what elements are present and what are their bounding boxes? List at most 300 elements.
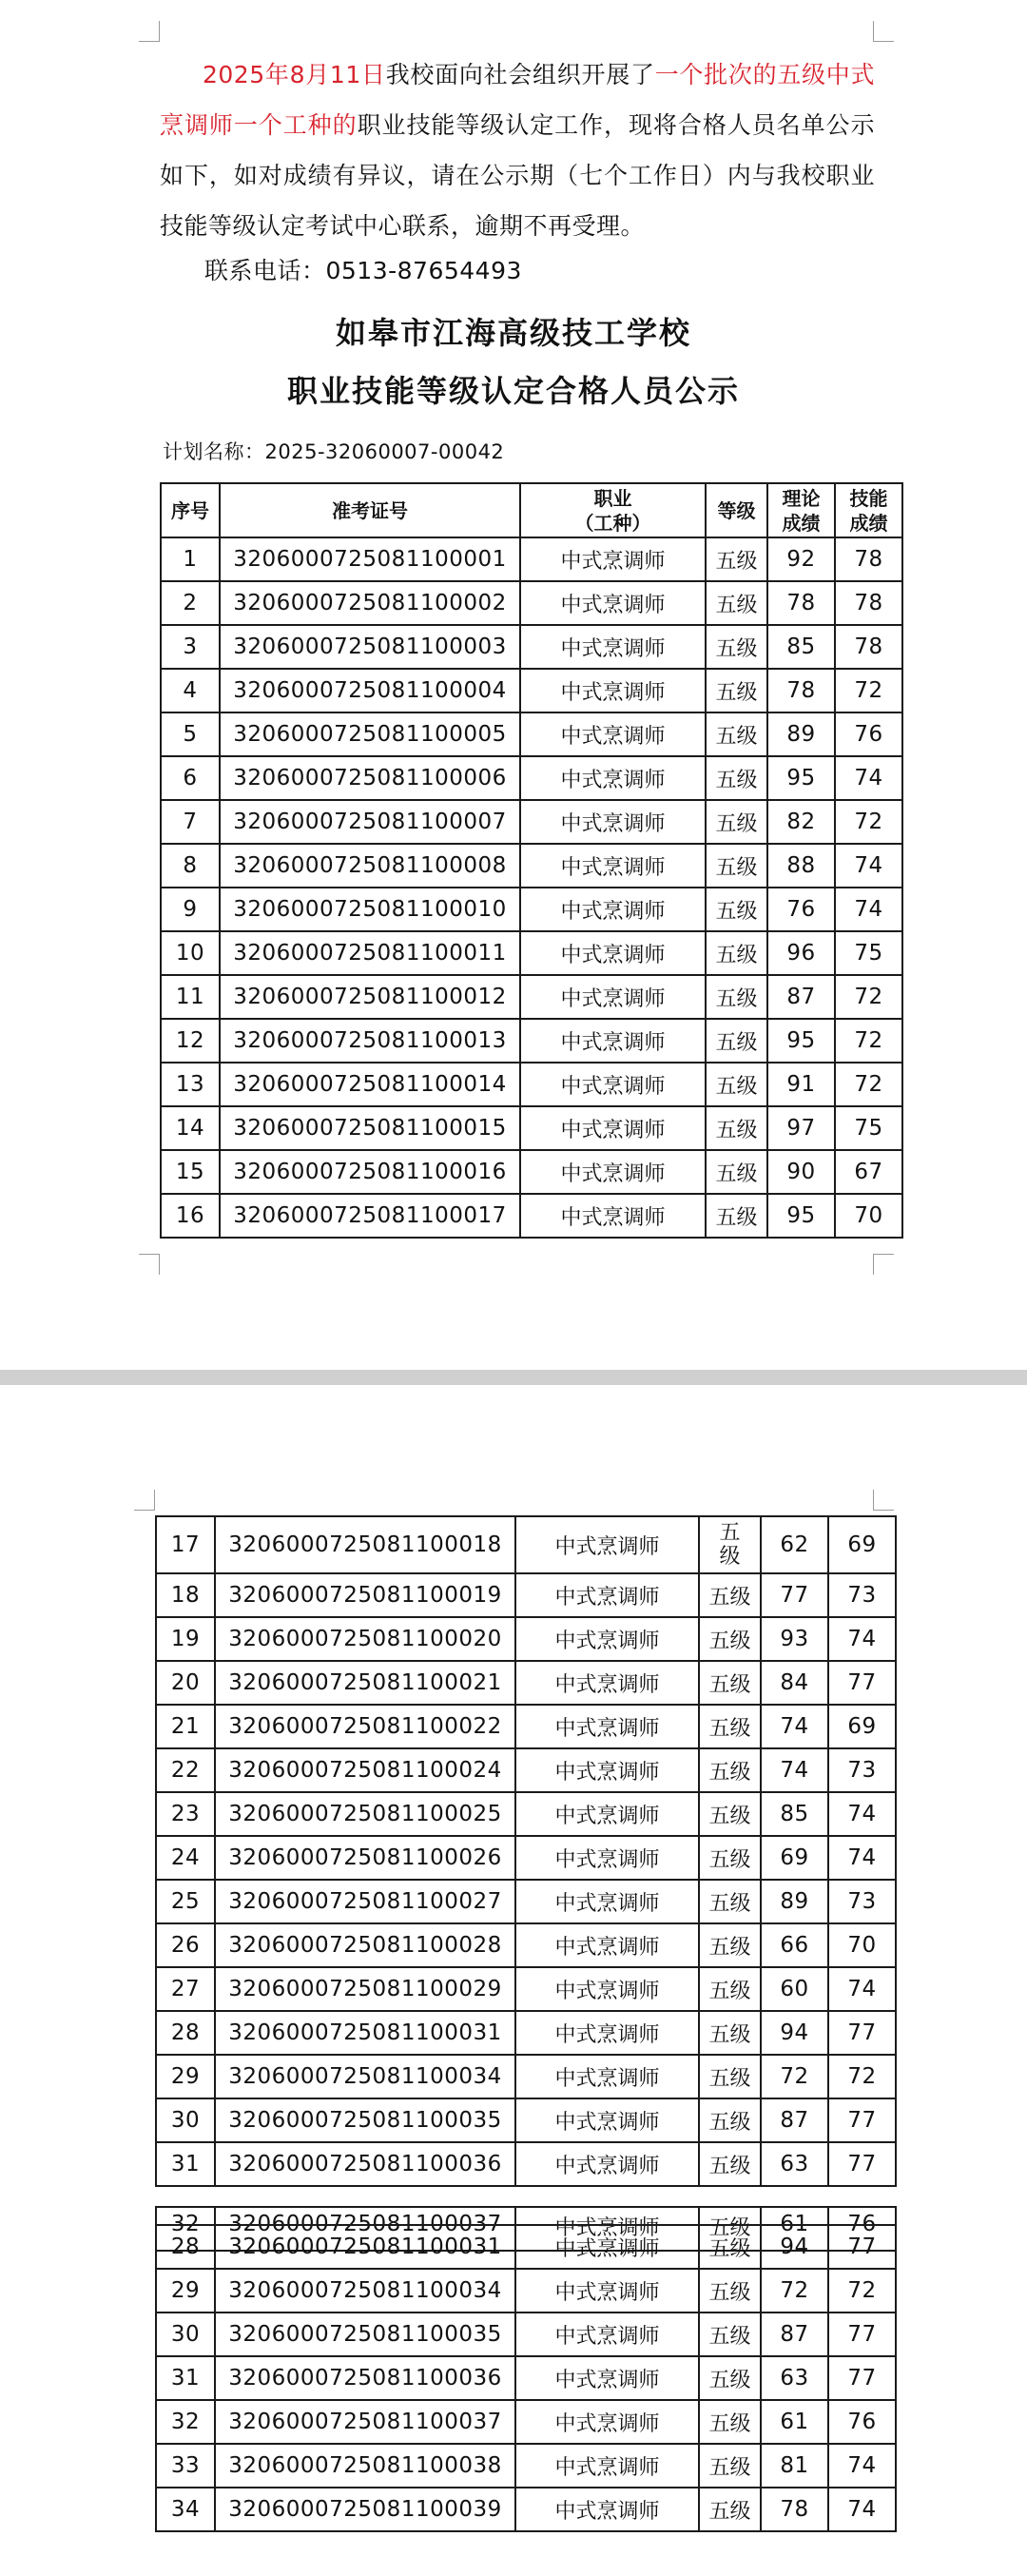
cell-skill: 72: [828, 2055, 896, 2098]
cell-ticket: 3206000725081100025: [215, 1792, 515, 1836]
cell-ticket: 3206000725081100018: [215, 1516, 515, 1573]
cell-ticket: 3206000725081100017: [220, 1194, 520, 1238]
cell-ticket: 3206000725081100001: [220, 537, 520, 581]
cell-occupation: 中式烹调师: [515, 2313, 699, 2356]
cell-level: 五级: [706, 975, 767, 1019]
table-row: [156, 2313, 896, 2356]
cell-skill: 77: [828, 2098, 896, 2142]
cell-theory: 85: [761, 1792, 828, 1836]
cell-skill: 74: [835, 844, 902, 888]
table-row: [156, 1923, 896, 1967]
cell-theory: 69: [761, 1836, 828, 1880]
cell-skill: 74: [828, 1617, 896, 1661]
cell-occupation: 中式烹调师: [520, 1063, 706, 1106]
cell-ticket: 3206000725081100007: [220, 800, 520, 844]
cell-seq: 22: [156, 1748, 215, 1792]
cell-ticket: 3206000725081100016: [220, 1150, 520, 1194]
cell-theory: 74: [761, 1705, 828, 1748]
cell-level: 五级: [699, 2011, 761, 2055]
cell-skill: 78: [835, 625, 902, 669]
header-seq: 序号: [161, 483, 220, 537]
cell-ticket: 3206000725081100036: [215, 2142, 515, 2186]
cell-level: 五级: [699, 2207, 761, 2251]
cell-seq: 6: [161, 756, 220, 800]
cell-theory: 77: [761, 1573, 828, 1617]
table-body-page-1: [161, 537, 902, 1238]
school-name-title: 如皋市江海高级技工学校: [335, 315, 691, 351]
cell-occupation: 中式烹调师: [520, 975, 706, 1019]
cell-occupation: 中式烹调师: [515, 2142, 699, 2186]
cell-theory: 81: [761, 2444, 828, 2488]
cell-level: 五级: [706, 931, 767, 975]
cell-level: 五级: [699, 1661, 761, 1705]
cell-skill: 78: [835, 581, 902, 625]
table-row: [161, 1063, 902, 1106]
table-row: [156, 2055, 896, 2098]
cell-ticket: 3206000725081100036: [215, 2356, 515, 2400]
cell-occupation: 中式烹调师: [515, 1573, 699, 1617]
cell-skill: 77: [828, 1661, 896, 1705]
cell-level: 五级: [699, 2488, 761, 2531]
cell-theory: 61: [761, 2400, 828, 2444]
table-row: [156, 1516, 896, 1573]
table-row: [156, 1967, 896, 2011]
cell-seq: 23: [156, 1792, 215, 1836]
cell-level: 五级: [706, 888, 767, 931]
cell-theory: 63: [761, 2142, 828, 2186]
cell-seq: 2: [161, 581, 220, 625]
crop-mark-top-right: [873, 21, 894, 42]
cell-ticket: 3206000725081100037: [215, 2207, 515, 2251]
cell-level: 五级: [699, 2142, 761, 2186]
cell-ticket: 3206000725081100031: [215, 2011, 515, 2055]
cell-theory: 62: [761, 1516, 828, 1573]
cell-occupation: 中式烹调师: [520, 1019, 706, 1063]
cell-seq: 7: [161, 800, 220, 844]
cell-occupation: 中式烹调师: [515, 2269, 699, 2313]
cell-skill: 72: [835, 800, 902, 844]
cell-ticket: 3206000725081100028: [215, 1923, 515, 1967]
cell-occupation: 中式烹调师: [515, 2055, 699, 2098]
cell-seq: 28: [156, 2011, 215, 2055]
cell-level: 五级: [699, 2269, 761, 2313]
cell-seq: 24: [156, 1836, 215, 1880]
cell-seq: 16: [161, 1194, 220, 1238]
cell-occupation: 中式烹调师: [515, 1617, 699, 1661]
cell-seq: 29: [156, 2055, 215, 2098]
cell-seq: 5: [161, 712, 220, 756]
cell-ticket: 3206000725081100024: [215, 1748, 515, 1792]
table-row: [156, 2488, 896, 2531]
crop-mark-bottom-right: [873, 1254, 894, 1275]
cell-skill: 74: [835, 756, 902, 800]
table-row: [156, 2011, 896, 2055]
cell-level: 五级: [699, 1617, 761, 1661]
table-row: [156, 1705, 896, 1748]
cell-ticket: 3206000725081100034: [215, 2269, 515, 2313]
cell-level: 五级: [699, 2225, 761, 2269]
table-row: [161, 1106, 902, 1150]
cell-theory: 89: [761, 1880, 828, 1923]
cell-level: 五级: [699, 1573, 761, 1617]
cell-occupation: 中式烹调师: [520, 844, 706, 888]
cell-seq: 9: [161, 888, 220, 931]
header-occupation: 职业 （工种）: [520, 483, 706, 537]
cell-seq: 32: [156, 2400, 215, 2444]
cell-theory: 94: [761, 2011, 828, 2055]
cell-occupation: 中式烹调师: [515, 1792, 699, 1836]
cell-occupation: 中式烹调师: [515, 1661, 699, 1705]
table-row: [156, 2225, 896, 2269]
cell-seq: 1: [161, 537, 220, 581]
cell-occupation: 中式烹调师: [520, 537, 706, 581]
notice-paragraph: [160, 49, 875, 251]
table-row: [161, 581, 902, 625]
cell-skill: 74: [828, 2488, 896, 2531]
cell-occupation: 中式烹调师: [520, 712, 706, 756]
cell-level: 五级: [699, 2313, 761, 2356]
cell-skill: 70: [828, 1923, 896, 1967]
cell-level: 五级: [699, 2055, 761, 2098]
cell-ticket: 3206000725081100021: [215, 1661, 515, 1705]
cell-occupation: 中式烹调师: [520, 581, 706, 625]
cell-theory: 94: [761, 2225, 828, 2269]
cell-occupation: 中式烹调师: [515, 2225, 699, 2269]
cell-level: 五级: [706, 712, 767, 756]
cell-ticket: 3206000725081100019: [215, 1573, 515, 1617]
table-row: [161, 800, 902, 844]
cell-ticket: 3206000725081100027: [215, 1880, 515, 1923]
cell-theory: 63: [761, 2356, 828, 2400]
cell-skill: 76: [828, 2207, 896, 2251]
header-level: 等级: [706, 483, 767, 537]
cell-theory: 74: [761, 1748, 828, 1792]
cell-skill: 72: [835, 975, 902, 1019]
table-row: [156, 1792, 896, 1836]
cell-theory: 85: [767, 625, 835, 669]
cell-seq: 8: [161, 844, 220, 888]
cell-level: 五级: [706, 844, 767, 888]
cell-seq: 31: [156, 2142, 215, 2186]
table-row: [156, 2098, 896, 2142]
cell-seq: 11: [161, 975, 220, 1019]
cell-occupation: 中式烹调师: [515, 1923, 699, 1967]
crop-mark-bottom-left: [139, 1254, 160, 1275]
cell-level: 五级: [706, 669, 767, 712]
cell-ticket: 3206000725081100014: [220, 1063, 520, 1106]
cell-occupation: 中式烹调师: [515, 2098, 699, 2142]
cell-skill: 72: [835, 1019, 902, 1063]
plan-name: 计划名称：2025-32060007-00042: [163, 440, 505, 463]
table-row: [156, 2269, 896, 2313]
cell-ticket: 3206000725081100012: [220, 975, 520, 1019]
cell-occupation: 中式烹调师: [515, 2011, 699, 2055]
cell-level: 五级: [706, 581, 767, 625]
cell-ticket: 3206000725081100011: [220, 931, 520, 975]
cell-skill: 76: [835, 712, 902, 756]
header-skill: 技能 成绩: [835, 483, 902, 537]
cell-theory: 61: [761, 2207, 828, 2251]
table-row: [161, 975, 902, 1019]
table-row: [161, 1194, 902, 1238]
announcement-title: 职业技能等级认定合格人员公示: [286, 373, 740, 409]
cell-theory: 72: [761, 2055, 828, 2098]
cell-level-text: 五级: [719, 1521, 741, 1569]
cell-seq: 32: [156, 2207, 215, 2251]
cell-theory: 87: [761, 2313, 828, 2356]
table-row: [161, 537, 902, 581]
table-row: [156, 2444, 896, 2488]
cell-seq: 25: [156, 1880, 215, 1923]
cell-seq: 30: [156, 2098, 215, 2142]
cell-level: 五级: [706, 1106, 767, 1150]
cell-ticket: 3206000725081100038: [215, 2444, 515, 2488]
cell-skill: 76: [828, 2400, 896, 2444]
cell-seq: 33: [156, 2444, 215, 2488]
cell-ticket: 3206000725081100002: [220, 581, 520, 625]
cell-level: 五级: [699, 1836, 761, 1880]
header-theory: 理论 成绩: [767, 483, 835, 537]
cell-occupation: 中式烹调师: [520, 931, 706, 975]
cell-theory: 88: [767, 844, 835, 888]
cell-theory: 90: [767, 1150, 835, 1194]
table-row: [156, 2400, 896, 2444]
cell-occupation: 中式烹调师: [515, 1748, 699, 1792]
cell-level: 五级: [699, 1880, 761, 1923]
cell-theory: 66: [761, 1923, 828, 1967]
contact-phone: 联系电话：0513-87654493: [204, 257, 522, 284]
cell-seq: 15: [161, 1150, 220, 1194]
cell-ticket: 3206000725081100035: [215, 2098, 515, 2142]
cell-ticket: 3206000725081100035: [215, 2313, 515, 2356]
cell-occupation: 中式烹调师: [520, 625, 706, 669]
cell-skill: 74: [828, 1792, 896, 1836]
cell-occupation: 中式烹调师: [520, 756, 706, 800]
cell-ticket: 3206000725081100026: [215, 1836, 515, 1880]
cell-level: 五级: [699, 1923, 761, 1967]
cell-skill: 73: [828, 1880, 896, 1923]
cell-seq: 27: [156, 1967, 215, 2011]
crop-mark-top-right: [873, 1490, 894, 1511]
cell-occupation: 中式烹调师: [515, 2356, 699, 2400]
cell-theory: 72: [761, 2269, 828, 2313]
cell-level: 五级: [699, 2400, 761, 2444]
cell-level: 五级: [706, 1194, 767, 1238]
cell-theory: 93: [761, 1617, 828, 1661]
cell-occupation: 中式烹调师: [515, 2488, 699, 2531]
cell-ticket: 3206000725081100037: [215, 2400, 515, 2444]
cell-occupation: 中式烹调师: [515, 1967, 699, 2011]
cell-occupation: 中式烹调师: [520, 669, 706, 712]
cell-skill: 74: [835, 888, 902, 931]
cell-theory: 78: [767, 669, 835, 712]
cell-occupation: 中式烹调师: [520, 800, 706, 844]
cell-ticket: 3206000725081100003: [220, 625, 520, 669]
cell-theory: 82: [767, 800, 835, 844]
cell-skill: 72: [828, 2269, 896, 2313]
cropped-row-strip: [155, 2206, 895, 2240]
cell-theory: 97: [767, 1106, 835, 1150]
cell-ticket: 3206000725081100010: [220, 888, 520, 931]
cell-level: 五级: [706, 800, 767, 844]
cell-level: 五级: [706, 1019, 767, 1063]
header-ticket: 准考证号: [220, 483, 520, 537]
cell-ticket: 3206000725081100004: [220, 669, 520, 712]
cell-ticket: 3206000725081100031: [215, 2225, 515, 2269]
cell-seq: 13: [161, 1063, 220, 1106]
cell-occupation: 中式烹调师: [515, 2207, 699, 2251]
cell-theory: 96: [767, 931, 835, 975]
cell-seq: 29: [156, 2269, 215, 2313]
table-row: [161, 712, 902, 756]
table-row: [156, 1573, 896, 1617]
cell-seq: 21: [156, 1705, 215, 1748]
cell-level: 五级: [706, 756, 767, 800]
cell-theory: 95: [767, 1019, 835, 1063]
cell-level: 五级: [699, 1967, 761, 2011]
cell-theory: 60: [761, 1967, 828, 2011]
cell-skill: 69: [828, 1516, 896, 1573]
cell-skill: 74: [828, 2444, 896, 2488]
cell-seq: 26: [156, 1923, 215, 1967]
cell-level: 五级: [699, 2098, 761, 2142]
cell-seq: 20: [156, 1661, 215, 1705]
cell-skill: 77: [828, 2142, 896, 2186]
notice-date: 2025年8月11日: [203, 61, 386, 88]
cell-seq: 30: [156, 2313, 215, 2356]
cell-skill: 72: [835, 669, 902, 712]
page-separator: [0, 1370, 1027, 1385]
cell-occupation: 中式烹调师: [515, 2400, 699, 2444]
cell-skill: 67: [835, 1150, 902, 1194]
cell-theory: 95: [767, 756, 835, 800]
table-row: [156, 1617, 896, 1661]
cell-theory: 87: [761, 2098, 828, 2142]
table-header-row: [161, 483, 902, 537]
cell-level: 五级: [699, 1748, 761, 1792]
crop-mark-top-left: [139, 21, 160, 42]
cell-occupation: 中式烹调师: [515, 1836, 699, 1880]
table-row: [161, 669, 902, 712]
cell-seq: 28: [156, 2225, 215, 2269]
cell-seq: 18: [156, 1573, 215, 1617]
cell-skill: 73: [828, 1748, 896, 1792]
cell-occupation: 中式烹调师: [520, 888, 706, 931]
cell-occupation: 中式烹调师: [520, 1106, 706, 1150]
cell-skill: 77: [828, 2356, 896, 2400]
table-row: [161, 844, 902, 888]
cell-level: 五级: [706, 1063, 767, 1106]
cell-theory: 84: [761, 1661, 828, 1705]
cell-occupation: 中式烹调师: [515, 1516, 699, 1573]
cell-occupation: 中式烹调师: [515, 2444, 699, 2488]
cell-skill: 77: [828, 2011, 896, 2055]
cell-theory: 91: [767, 1063, 835, 1106]
cell-ticket: 3206000725081100008: [220, 844, 520, 888]
cell-ticket: 3206000725081100034: [215, 2055, 515, 2098]
notice-text-2: 职业技能等级认定工作，现将合格人员名单公示如下，如对成绩有异议，请在公示期（七个工作日）内与我校职业技能等级认定考试中心联系，逾期不再受理。: [160, 111, 875, 240]
cell-occupation: 中式烹调师: [520, 1150, 706, 1194]
cell-seq: 3: [161, 625, 220, 669]
table-row: [156, 2356, 896, 2400]
cell-occupation: 中式烹调师: [515, 1880, 699, 1923]
cell-seq: 12: [161, 1019, 220, 1063]
notice-scope: 一个批次的五级中式烹调师一个工种的: [160, 61, 875, 139]
cell-skill: 77: [828, 2313, 896, 2356]
cell-level: [699, 1516, 761, 1573]
table-row: [161, 1150, 902, 1194]
cell-skill: 77: [828, 2225, 896, 2269]
cell-ticket: 3206000725081100006: [220, 756, 520, 800]
cell-theory: 78: [767, 581, 835, 625]
cell-level: 五级: [699, 1792, 761, 1836]
cell-seq: 19: [156, 1617, 215, 1661]
cell-theory: 87: [767, 975, 835, 1019]
table-row: [161, 888, 902, 931]
cell-seq: 4: [161, 669, 220, 712]
cell-seq: 34: [156, 2488, 215, 2531]
cell-ticket: 3206000725081100005: [220, 712, 520, 756]
cell-skill: 74: [828, 1836, 896, 1880]
cell-skill: 69: [828, 1705, 896, 1748]
cell-skill: 72: [835, 1063, 902, 1106]
cell-ticket: 3206000725081100039: [215, 2488, 515, 2531]
table-body-page-3: [156, 2225, 896, 2531]
cell-level: 五级: [706, 537, 767, 581]
cell-theory: 95: [767, 1194, 835, 1238]
results-table-page-2: [155, 1515, 897, 2187]
cell-seq: 10: [161, 931, 220, 975]
cell-theory: 92: [767, 537, 835, 581]
table-row: [156, 1748, 896, 1792]
cell-ticket: 3206000725081100015: [220, 1106, 520, 1150]
table-row: [161, 625, 902, 669]
cell-level: 五级: [699, 1705, 761, 1748]
table-row: [161, 931, 902, 975]
notice-text-1: 我校面向社会组织开展了: [385, 61, 655, 88]
cell-theory: 89: [767, 712, 835, 756]
cell-level: 五级: [699, 2444, 761, 2488]
table-row: [156, 1880, 896, 1923]
cell-occupation: 中式烹调师: [515, 1705, 699, 1748]
table-row: [156, 1661, 896, 1705]
cell-level: 五级: [706, 625, 767, 669]
cell-seq: 31: [156, 2356, 215, 2400]
cell-theory: 78: [761, 2488, 828, 2531]
cell-ticket: 3206000725081100020: [215, 1617, 515, 1661]
results-table-page-1: [160, 482, 903, 1239]
cell-level: 五级: [699, 2356, 761, 2400]
cell-skill: 78: [835, 537, 902, 581]
cell-skill: 74: [828, 1967, 896, 2011]
table-row: [161, 1019, 902, 1063]
cell-level: 五级: [706, 1150, 767, 1194]
cell-ticket: 3206000725081100029: [215, 1967, 515, 2011]
table-body-page-2: [156, 1516, 896, 2186]
cell-ticket: 3206000725081100013: [220, 1019, 520, 1063]
cell-seq: 17: [156, 1516, 215, 1573]
table-row: [156, 2142, 896, 2186]
cell-occupation: 中式烹调师: [520, 1194, 706, 1238]
table-row: [161, 756, 902, 800]
cell-theory: 76: [767, 888, 835, 931]
table-row: [156, 1836, 896, 1880]
cell-skill: 75: [835, 1106, 902, 1150]
cell-skill: 70: [835, 1194, 902, 1238]
cell-skill: 73: [828, 1573, 896, 1617]
cell-ticket: 3206000725081100022: [215, 1705, 515, 1748]
results-table-page-3: [155, 2224, 897, 2532]
